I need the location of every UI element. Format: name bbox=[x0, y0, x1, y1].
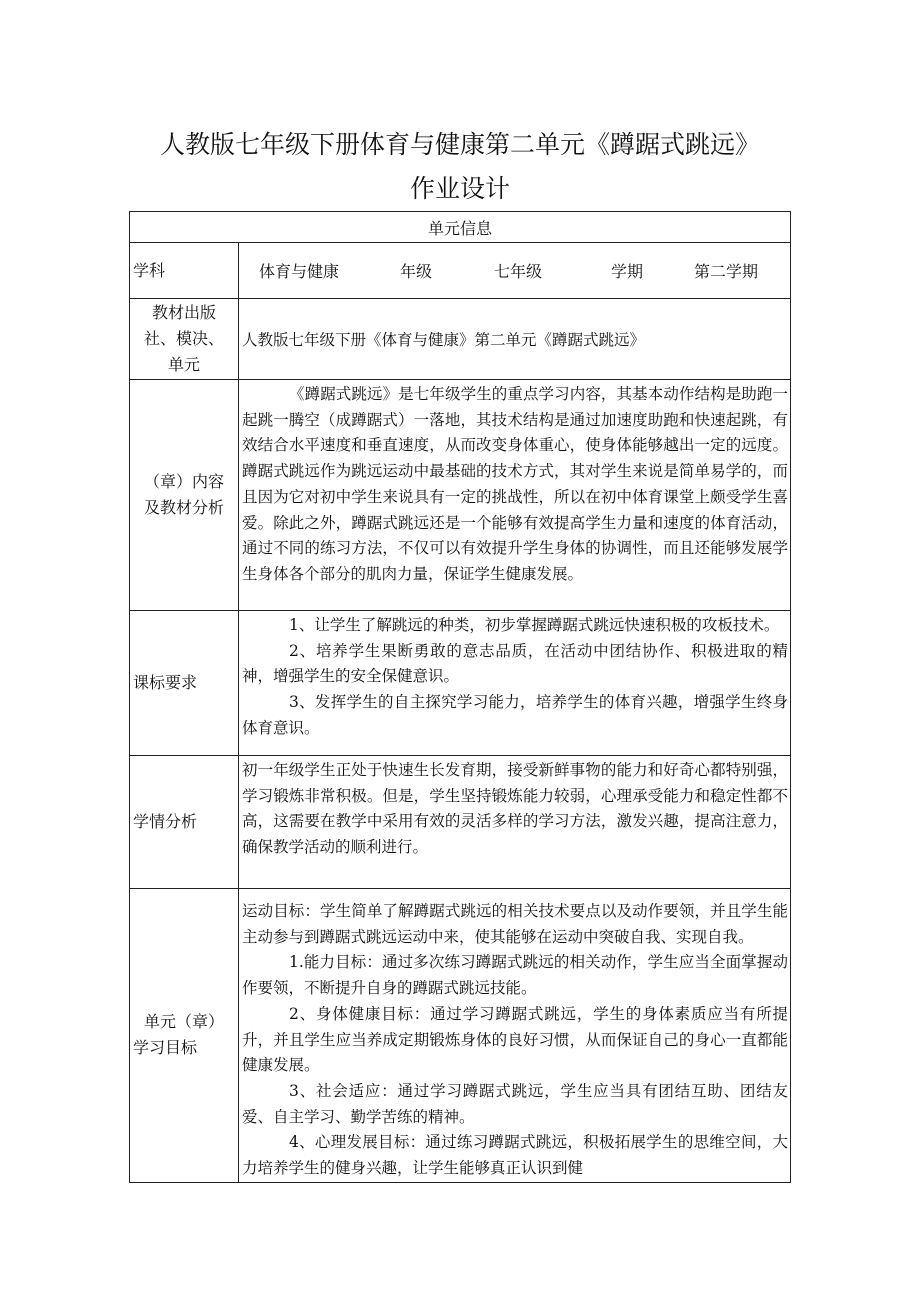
analysis-text: 《蹲踞式跳远》是七年级学生的重点学习内容，其基本动作结构是助跑一起跳一腾空（成蹲踞式）一落地，其技术结构是通过加速度助跑和快速起跳，有效结合水平速度和垂直速度，从而改变身体重心，使身体能够越出一定的远度。蹲踞式跳远作为跳远运动中最基础的技术方式，其对学生来说是简单易学的，而且因为它对初中学生来说具有一定的挑战性，所以在初中体育课堂上颇受学生喜爱。除此之外，蹲踞式跳远还是一个能够有效提高学生力量和速度的体育活动，通过不同的练习方法，不仅可以有效提升学生身体的协调性，而且还能够发展学生身体各个部分的肌肉力量，保证学生健康发展。 bbox=[242, 385, 789, 583]
goal-intro: 运动目标：学生简单了解蹲踞式跳远的相关技术要点以及动作要领，并且学生能主动参与到蹲踞式跳远运动中来，使其能够在运动中突破自我、实现自我。 bbox=[242, 902, 789, 946]
material-label-line: 社、模决、 bbox=[143, 329, 224, 348]
situation-text-cell bbox=[239, 756, 791, 889]
goal-label-line: 学习目标 bbox=[133, 1038, 198, 1058]
grade-value: 七年级 bbox=[494, 262, 543, 281]
material-label bbox=[130, 299, 239, 380]
standard-text-cell bbox=[239, 611, 791, 756]
material-value: 人教版七年级下册《体育与健康》第二单元《蹲踞式跳远》 bbox=[239, 299, 791, 380]
analysis-label-line: 及教材分析 bbox=[143, 498, 224, 517]
situation-label: 学情分析 bbox=[130, 756, 239, 889]
situation-text: 初一年级学生正处于快速生长发育期，接受新鲜事物的能力和好奇心都特别强，学习锻炼非常积极。但是，学生坚持锻炼能力较弱，心理承受能力和稳定性都不高，这需要在教学中采用有效的灵活多样的学习方法，激发兴趣，提高注意力，确保教学活动的顺利进行。 bbox=[242, 761, 789, 857]
standard-item: 3、发挥学生的自主探究学习能力，培养学生的体育兴趣，增强学生终身体育意识。 bbox=[242, 693, 789, 737]
goal-item: 3、社会适应：通过学习蹲踞式跳远，学生应当具有团结互助、团结友爱、自主学习、勤学苦练的精神。 bbox=[242, 1081, 789, 1126]
analysis-text-cell bbox=[239, 380, 791, 611]
unit-info-table bbox=[129, 211, 791, 1183]
subject-value: 体育与健康 bbox=[259, 262, 340, 281]
subject-row-values bbox=[239, 243, 791, 299]
table-header: 单元信息 bbox=[130, 212, 791, 243]
analysis-label bbox=[130, 380, 239, 611]
goal-text-cell bbox=[239, 889, 791, 1183]
goal-label-line: 单元（章） bbox=[143, 1012, 224, 1032]
standard-item: 2、培养学生果断勇敢的意志品质，在活动中团结协作、积极进取的精神，增强学生的安全保健意识。 bbox=[242, 641, 789, 686]
grade-label: 年级 bbox=[400, 262, 433, 281]
goal-item: 2、身体健康目标：通过学习蹲踞式跳远，学生的身体素质应当有所提升，并且学生应当养成定期锻炼身体的良好习惯，从而保证自己的身心一直都能健康发展。 bbox=[242, 1004, 789, 1075]
goal-label bbox=[130, 889, 239, 1183]
document-title-line1: 人教版七年级下册体育与健康第二单元《蹲踞式跳远》 bbox=[159, 130, 760, 159]
subject-label: 学科 bbox=[130, 243, 239, 299]
material-label-line: 单元 bbox=[167, 355, 200, 374]
material-label-line: 教材出版 bbox=[151, 303, 216, 322]
goal-item: 1.能力目标：通过多次练习蹲踞式跳远的相关动作，学生应当全面掌握动作要领，不断提升自身的蹲踞式跳远技能。 bbox=[242, 953, 789, 998]
standard-item: 1、让学生了解跳远的种类，初步掌握蹲踞式跳远快速积极的攻板技术。 bbox=[289, 616, 780, 634]
term-label: 学期 bbox=[611, 262, 644, 281]
term-value: 第二学期 bbox=[694, 262, 759, 281]
goal-item: 4、心理发展目标：通过练习蹲踞式跳远，积极拓展学生的思维空间，大力培养学生的健身兴趣，让学生能够真正认识到健 bbox=[242, 1133, 789, 1178]
standard-label: 课标要求 bbox=[130, 611, 239, 756]
document-title-line2: 作业设计 bbox=[409, 174, 510, 203]
analysis-label-line: （章）内容 bbox=[143, 472, 224, 491]
